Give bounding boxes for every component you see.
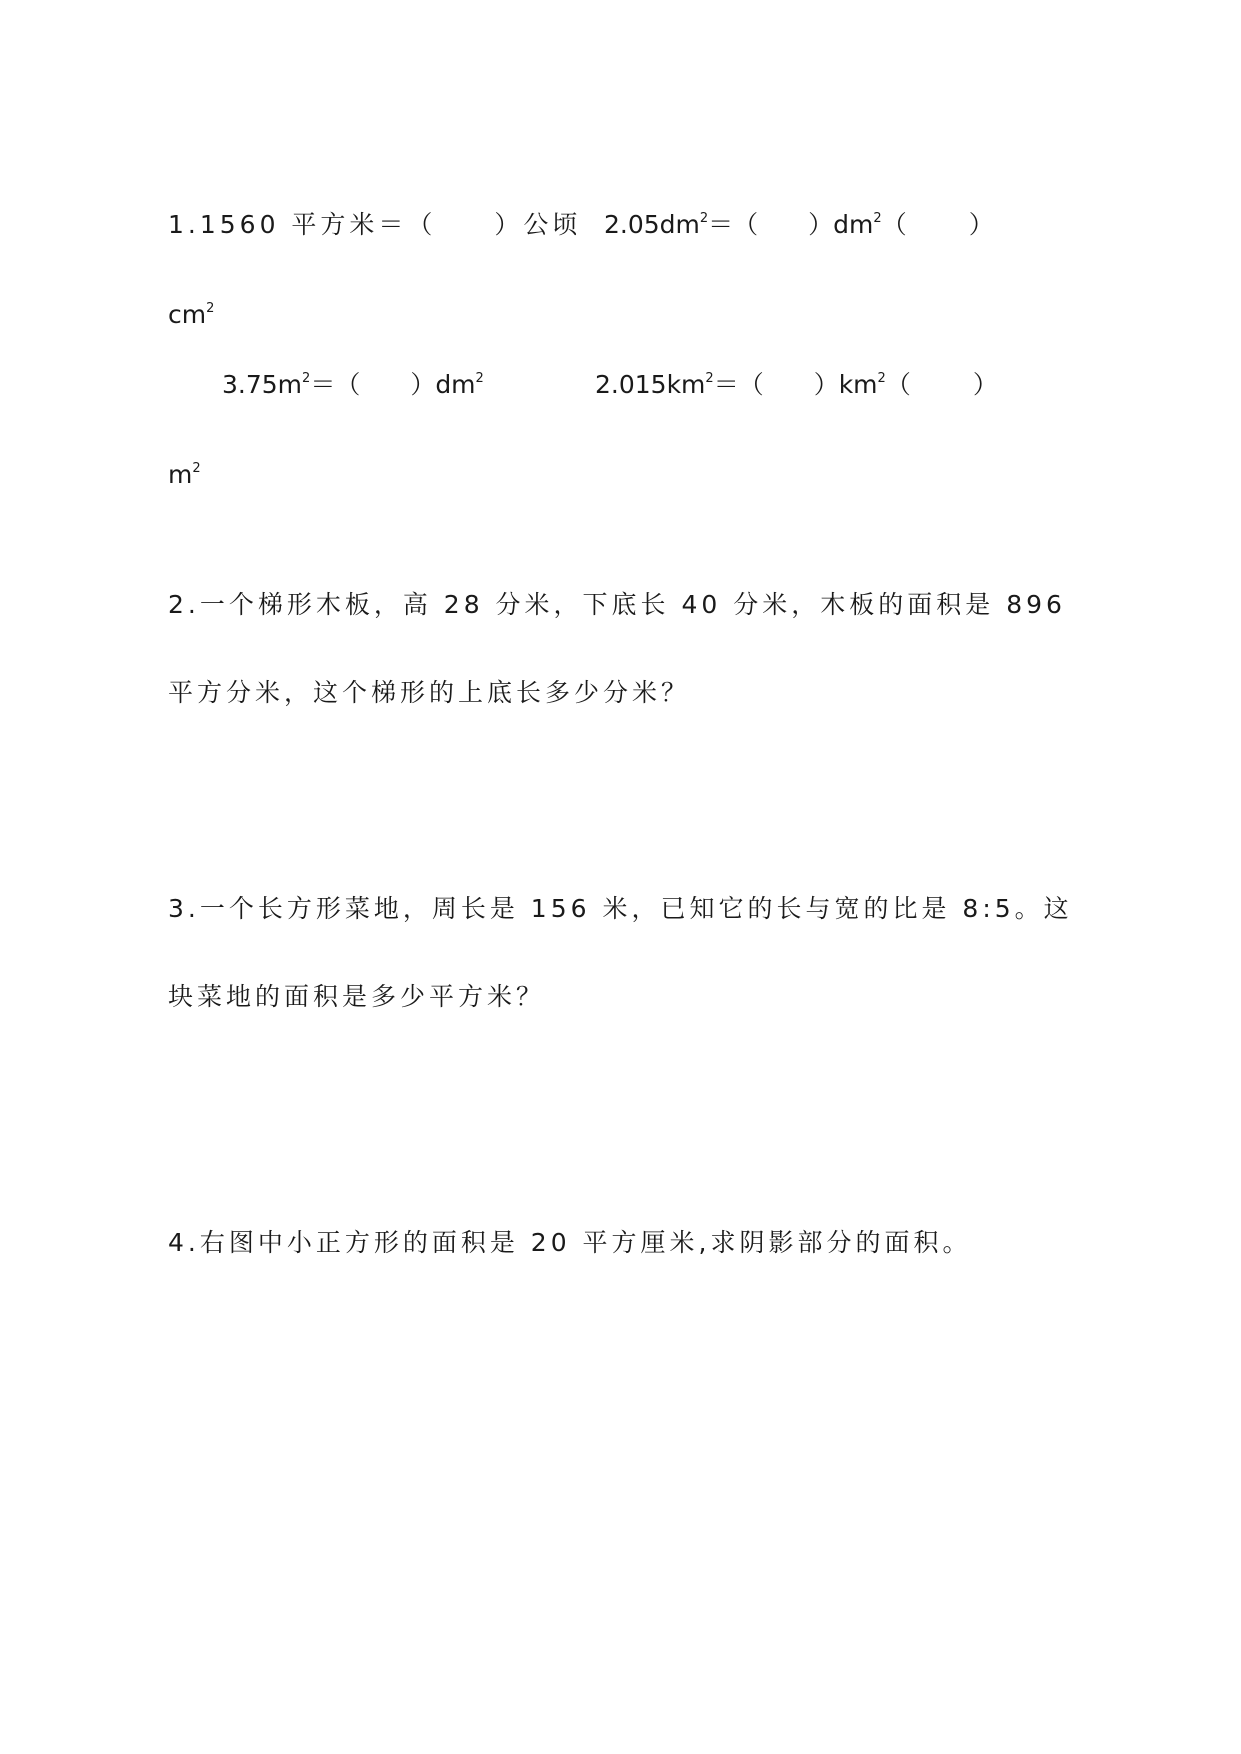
q1-item4-eq: ＝（ ）km (713, 370, 878, 399)
q1-item1-text: 1560 平方米＝（ ）公顷 (199, 210, 582, 239)
q1-item1 (168, 208, 581, 242)
q1-item2-sup2: 2 (873, 211, 882, 226)
q1-item3-eq: ＝（ ）dm (310, 370, 476, 399)
q1-item4-wrap (168, 458, 201, 497)
q1-item1-number: 1. (168, 210, 200, 239)
q1-item3-sup2: 2 (475, 371, 484, 386)
q1-item2-wrap-sup: 2 (206, 301, 215, 316)
q1-item2-value: 2.05dm (604, 210, 700, 239)
q1-item3 (222, 368, 484, 407)
q1-item4-value: 2.015km (595, 370, 706, 399)
q3-line1: 3.一个长方形菜地，周长是 156 米，已知它的长与宽的比是 8:5。这 (168, 894, 1073, 923)
q1-item2-tail: （ ） (881, 210, 998, 239)
q1-item2-wrap-unit: cm (168, 300, 207, 329)
q1-item4 (595, 368, 1002, 407)
q1-item4-wrap-unit: m (168, 460, 193, 489)
q1-item3-sup: 2 (302, 371, 311, 386)
q2-line2: 平方分米，这个梯形的上底长多少分米？ (168, 678, 691, 707)
q1-item4-sup: 2 (705, 371, 714, 386)
q1-item4-tail: （ ） (885, 370, 1002, 399)
q1-item2-eq: ＝（ ）dm (708, 210, 874, 239)
q1-item3-value: 3.75m (222, 370, 303, 399)
q3-line2: 块菜地的面积是多少平方米？ (168, 982, 546, 1011)
q1-item4-sup2: 2 (877, 371, 886, 386)
q1-item2-wrap (168, 298, 214, 337)
q1-item2-sup: 2 (699, 211, 709, 226)
q1-item4-wrap-sup: 2 (192, 461, 201, 476)
q1-item2 (604, 208, 998, 247)
q2-line1: 2.一个梯形木板，高 28 分米，下底长 40 分米，木板的面积是 896 (168, 590, 1066, 619)
q4-line1: 4.右图中小正方形的面积是 20 平方厘米,求阴影部分的面积。 (168, 1228, 972, 1257)
